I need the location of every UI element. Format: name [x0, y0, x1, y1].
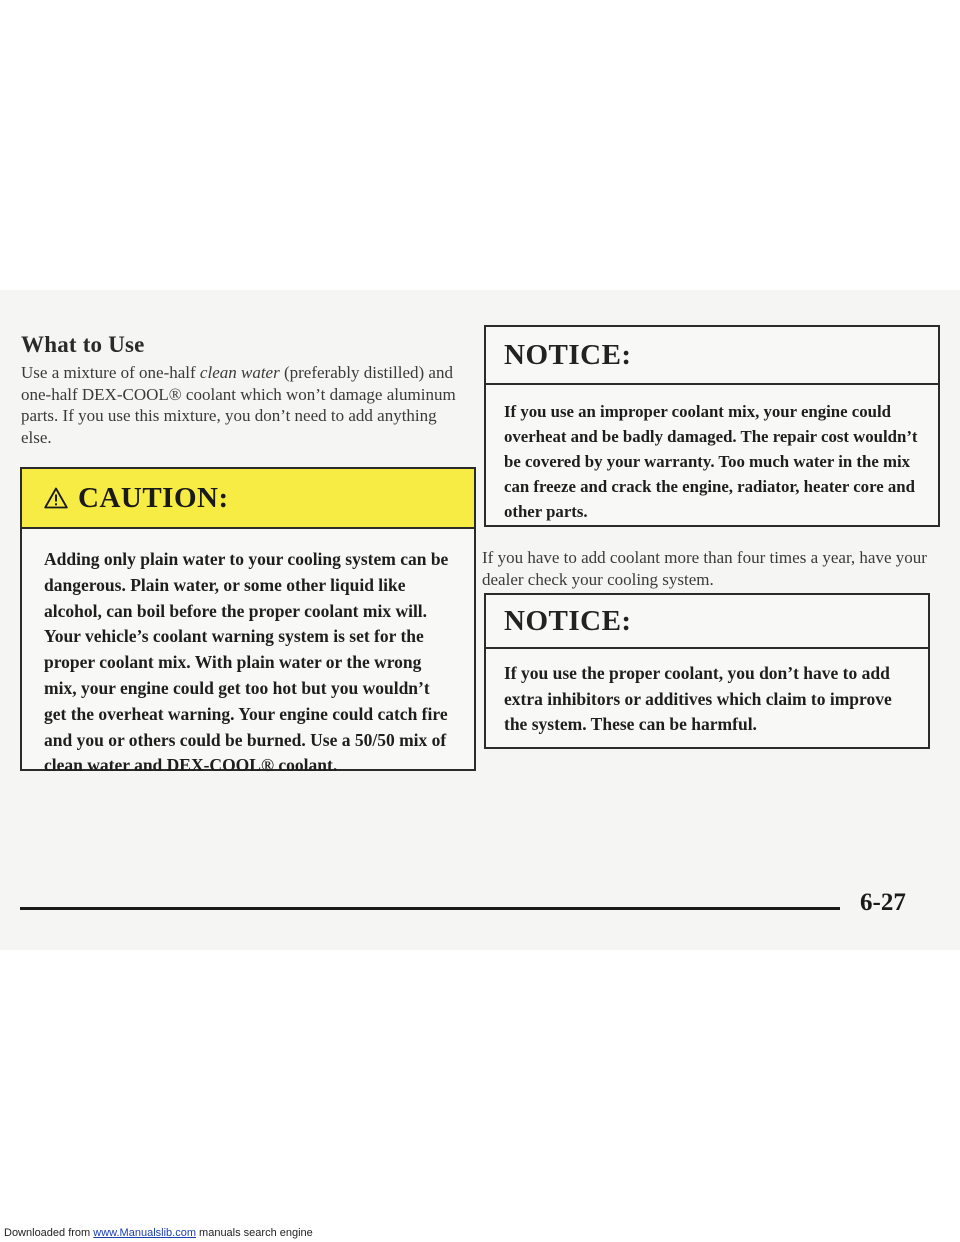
download-banner [4, 1227, 313, 1239]
notice-text: If you use the proper coolant, you don’t have to add extra inhibitors or additives which claim to improve the system. These can be harmful. [504, 663, 892, 734]
caution-header [22, 469, 474, 529]
banner-suffix: manuals search engine [195, 1227, 313, 1239]
caution-title: CAUTION: [78, 481, 229, 514]
caution-box [20, 467, 476, 776]
notice-header [486, 595, 928, 649]
notice-title: NOTICE: [504, 604, 632, 637]
caution-text: Adding only plain water to your cooling system can be dangerous. Plain water, or some other liquid like alcohol, can boil before the proper coolant mix will. Your vehicle’s coolant warning system is set for the proper coolant mix. With plain water or the wrong mix, your engine could get too hot but you wouldn’t get the overheat warning. Your engine could catch fire and you or others could be burned. Use a 50/50 mix of clean water and DEX-COOL® coolant. [44, 549, 449, 776]
footer-rule [20, 907, 840, 910]
notice-box-improper-mix [484, 325, 940, 527]
notice-box-proper-coolant [484, 593, 930, 749]
intro-text-start: Use a mixture of one-half [21, 363, 200, 382]
intro-text-end: (preferably distilled) and one-half DEX-COOL® coolant which won’t damage aluminum parts. If you use this mixture, you don’t need to add anything else. [21, 363, 456, 447]
notice-text: If you use an improper coolant mix, your engine could overheat and be badly damaged. The repair cost wouldn’t be covered by your warranty. Too much water in the mix can freeze and crack the engine, radiator, heater core and other parts. [504, 402, 918, 521]
section-heading: What to Use [21, 332, 145, 357]
page-number: 6-27 [860, 889, 906, 916]
manualslib-link[interactable]: www.Manualslib.com [93, 1227, 196, 1239]
warning-triangle-icon [44, 487, 68, 509]
notice-header [486, 327, 938, 385]
followup-paragraph: If you have to add coolant more than four times a year, have your dealer check your cooling system. [482, 548, 927, 589]
notice-title: NOTICE: [504, 338, 632, 371]
intro-emphasis: clean water [199, 363, 280, 382]
intro-paragraph [21, 362, 461, 448]
banner-prefix: Downloaded from [4, 1227, 94, 1239]
